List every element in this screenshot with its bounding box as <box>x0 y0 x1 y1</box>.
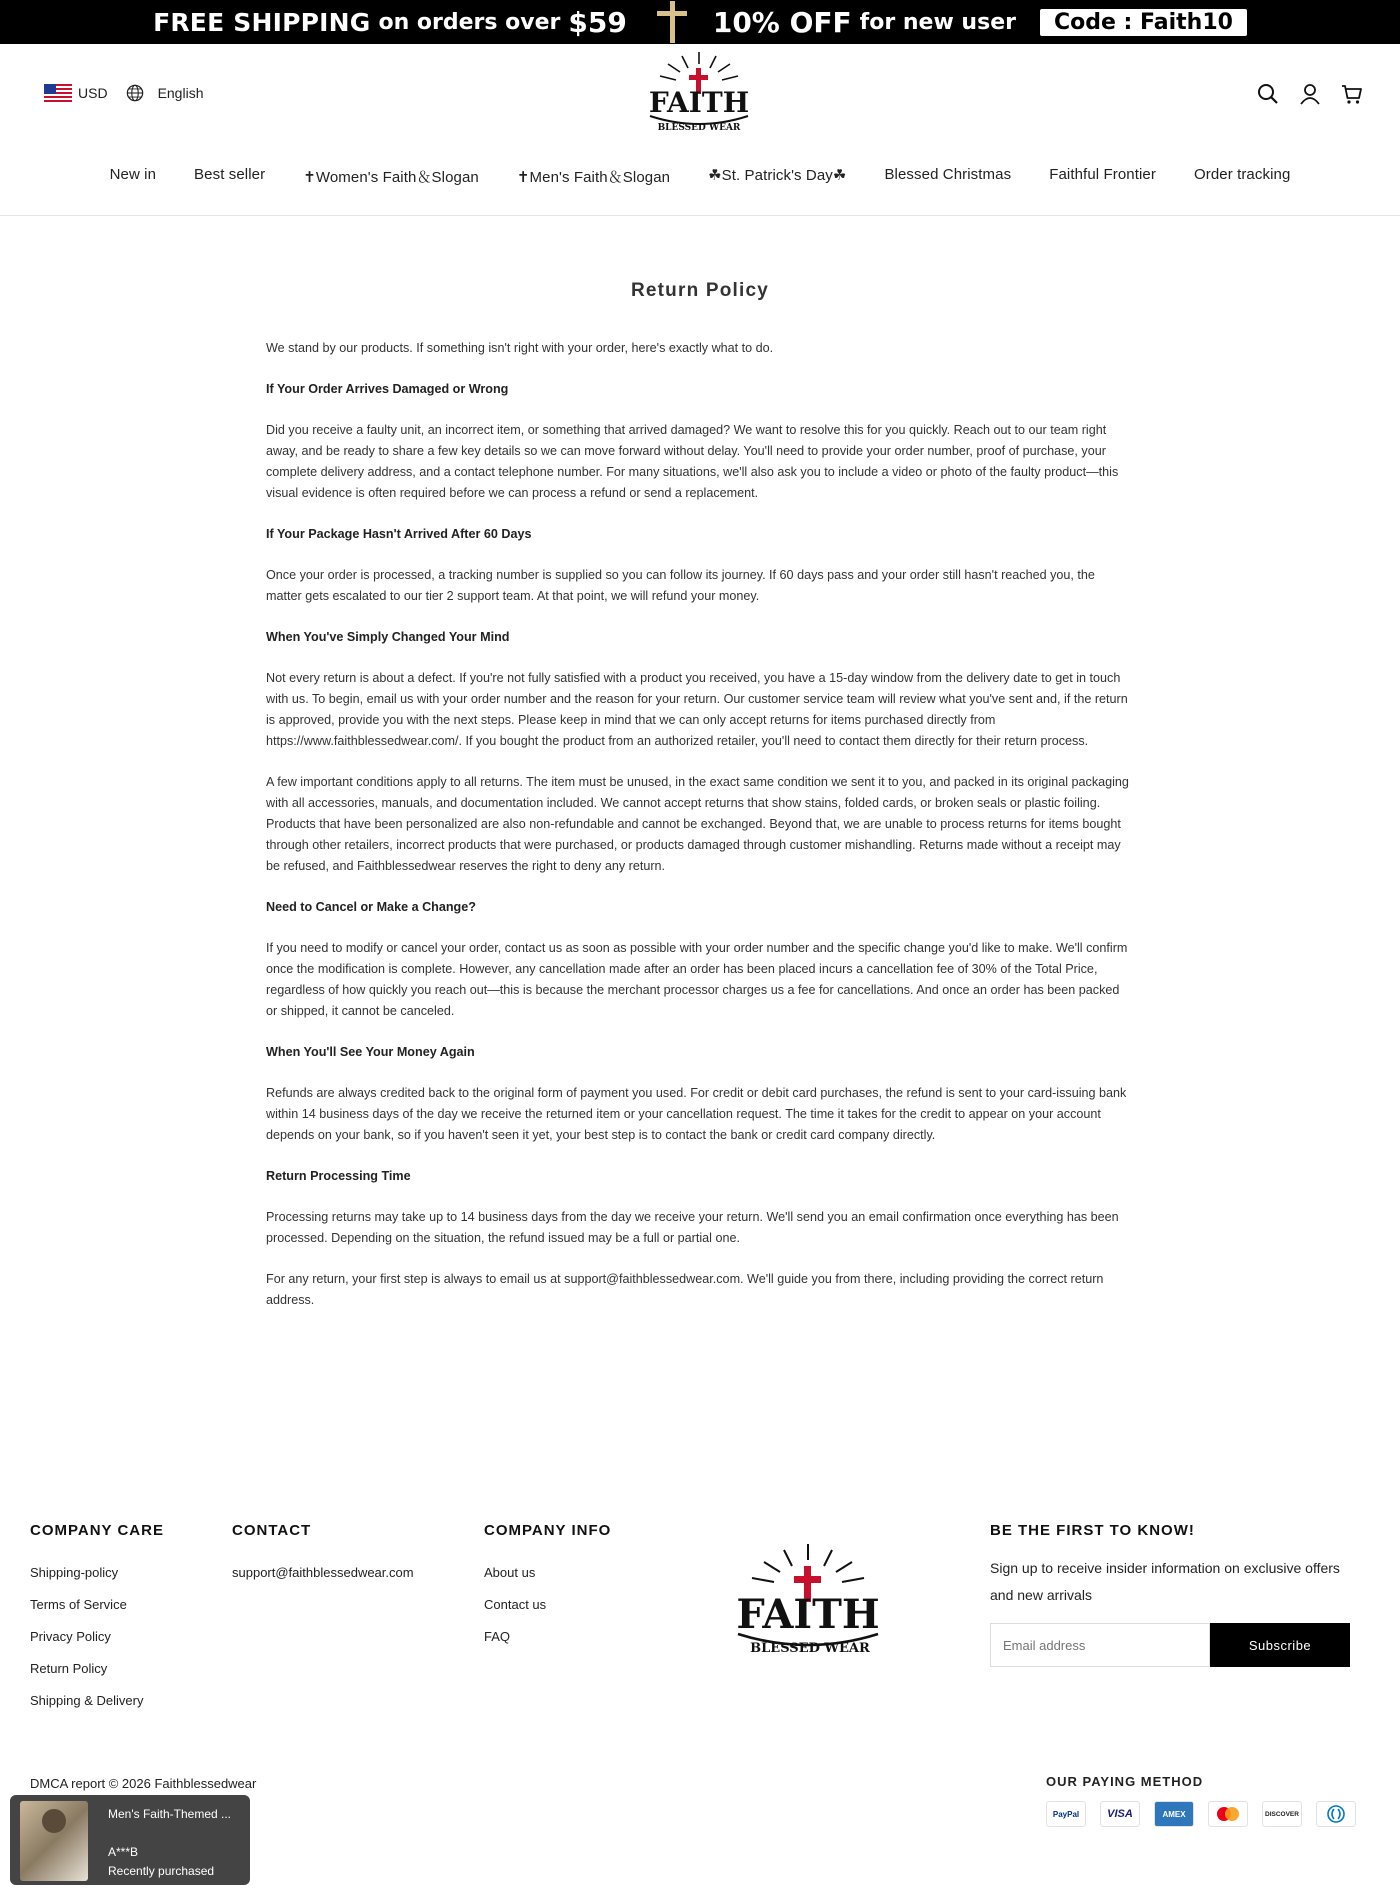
footer-heading: CONTACT <box>232 1522 312 1539</box>
section-paragraph: Once your order is processed, a tracking number is supplied so you can follow its journey. If 60 days pass and your order still hasn't reached you, the matter gets escalated to our tier 2 support team. At that point, we will refund your money. <box>266 568 1095 603</box>
section-paragraph: A few important conditions apply to all returns. The item must be unused, in the exact same condition we sent it to you, and packed in its original packaging with all accessories, manuals, and documentation included. We cannot accept returns that show stains, folded cards, or broken seals or plastic foiling. Products that have been personalized are also non-refundable and cannot be exchanged. Beyond that, we are unable to process returns for items bought through other retailers, incorrect products that were purchased, or products damaged through customer mishandling. Returns made without a receipt may be refused, and Faithblessedwear reserves the right to deny any return. <box>266 775 1129 873</box>
popup-product-name: Men's Faith-Themed ... <box>108 1807 231 1821</box>
search-icon[interactable] <box>1256 82 1280 106</box>
header-icons <box>1256 82 1364 106</box>
promo-discount: 10% OFF <box>712 5 852 39</box>
recent-purchase-popup[interactable] <box>10 1795 250 1885</box>
intro-paragraph: We stand by our products. If something isn't right with your order, here's exactly what to do. <box>266 341 774 355</box>
payment-title: OUR PAYING METHOD <box>1046 1774 1204 1789</box>
cart-icon[interactable] <box>1340 82 1364 106</box>
discover-icon: DISCOVER <box>1262 1801 1302 1827</box>
section-heading: When You'll See Your Money Again <box>266 1045 475 1059</box>
section-heading: If Your Package Hasn't Arrived After 60 Days <box>266 527 532 541</box>
newsletter-text: Sign up to receive insider information on exclusive offers and new arrivals <box>990 1560 1340 1603</box>
promo-new-user: for new user <box>859 9 1016 35</box>
mastercard-icon <box>1208 1801 1248 1827</box>
nav-best-seller[interactable]: Best seller <box>194 166 266 183</box>
promo-on-orders: on orders over <box>378 9 561 35</box>
logo-subtext: BLESSED WEAR <box>657 123 741 133</box>
section-paragraph: Did you receive a faulty unit, an incorrect item, or something that arrived damaged? We want to resolve this for you quickly. Reach out to our team right away, and be ready to share a few key details so we can move forward without delay. You'll need to provide your order number, proof of purchase, your complete delivery address, and a contact telephone number. For many situations, we'll also ask you to include a video or photo of the faulty product—this visual evidence is often required before we can process a refund or send a replacement. <box>266 423 1119 500</box>
section-heading: When You've Simply Changed Your Mind <box>266 630 510 644</box>
footer-heading: COMPANY INFO <box>484 1522 612 1539</box>
amex-icon: AMEX <box>1154 1801 1194 1827</box>
language-selector[interactable]: English <box>157 85 204 101</box>
section-paragraph: Processing returns may take up to 14 business days from the day we receive your return. We'll send you an email confirmation once everything has been processed. Depending on the situation, the refund issued may be a full or partial one. <box>266 1210 1119 1245</box>
locale-selector[interactable] <box>44 84 203 102</box>
cross-icon <box>657 1 687 43</box>
site-header <box>0 44 1400 216</box>
section-paragraph: For any return, your first step is always to email us at support@faithblessedwear.com. We'll guide you from there, including providing the correct return address. <box>266 1272 1104 1307</box>
popup-user: A***B <box>108 1845 139 1859</box>
footer-logo-text: FAITH <box>736 1591 880 1638</box>
diners-club-icon <box>1316 1801 1356 1827</box>
visa-icon: VISA <box>1100 1801 1140 1827</box>
footer-link-terms[interactable]: Terms of Service <box>30 1597 127 1612</box>
section-paragraph: If you need to modify or cancel your order, contact us as soon as possible with your order number and the specific change you'd like to make. We'll confirm once the modification is complete. However, any cancellation made after an order has been placed incurs a cancellation fee of 30% of the Total Price, regardless of how quickly you reach out—this is because the merchant processor charges us a fee for cancellations. And once an order has been packed or shipped, it cannot be canceled. <box>266 941 1128 1018</box>
payment-methods <box>1046 1774 1356 1827</box>
nav-womens-faith[interactable]: ✝Women's Faith＆Slogan <box>303 169 479 186</box>
globe-icon <box>126 84 144 102</box>
footer-link-contact[interactable]: Contact us <box>484 1597 547 1612</box>
footer-link-shipping-policy[interactable]: Shipping-policy <box>30 1565 119 1580</box>
footer-logo-subtext: BLESSED WEAR <box>750 1641 870 1656</box>
popup-status: Recently purchased <box>108 1864 215 1878</box>
subscribe-button[interactable]: Subscribe <box>1210 1623 1350 1667</box>
payment-cards <box>1046 1801 1356 1827</box>
copyright-text: DMCA report © 2026 Faithblessedwear <box>30 1776 257 1791</box>
newsletter-signup <box>990 1522 1350 1667</box>
product-thumbnail <box>20 1801 88 1881</box>
email-input[interactable] <box>990 1623 1210 1667</box>
promo-amount: $59 <box>568 5 627 39</box>
section-heading: Need to Cancel or Make a Change? <box>266 900 476 914</box>
nav-mens-faith[interactable]: ✝Men's Faith＆Slogan <box>516 169 671 186</box>
footer-link-return-policy[interactable]: Return Policy <box>30 1661 108 1676</box>
nav-order-tracking[interactable]: Order tracking <box>1193 166 1291 183</box>
footer-link-faq[interactable]: FAQ <box>484 1629 511 1644</box>
logo-text: FAITH <box>648 86 750 119</box>
promo-banner[interactable] <box>0 0 1400 44</box>
policy-content <box>266 280 1134 1331</box>
page-title: Return Policy <box>630 280 770 301</box>
us-flag-icon <box>44 84 72 102</box>
footer-faith-logo <box>718 1540 898 1666</box>
main-nav <box>0 166 1400 187</box>
promo-free-shipping: FREE SHIPPING <box>153 7 371 37</box>
footer-link-about[interactable]: About us <box>484 1565 536 1580</box>
section-paragraph: Refunds are always credited back to the original form of payment you used. For credit or debit card purchases, the refund is sent to your card-issuing bank within 14 business days of the day we receive the returned item or your cancellation request. The time it takes for the credit to appear on your account depends on your bank, so if you haven't seen it yet, your best step is to contact the bank or credit card company directly. <box>266 1086 1127 1142</box>
account-icon[interactable] <box>1298 82 1322 106</box>
nav-new-in[interactable]: New in <box>109 166 157 183</box>
footer-link-privacy[interactable]: Privacy Policy <box>30 1629 111 1644</box>
footer-heading: COMPANY CARE <box>30 1522 164 1539</box>
footer-link-shipping-delivery[interactable]: Shipping & Delivery <box>30 1693 144 1708</box>
section-paragraph: Not every return is about a defect. If you're not fully satisfied with a product you received, you have a 15-day window from the delivery date to get in touch with us. To begin, email us with your order number and the reason for your return. Our customer service team will review what you've sent and, if the return is approved, provide you with the next steps. Please keep in mind that we can only accept returns for items purchased directly from https://www.faithblessedwear.com/. If you bought the product from an authorized retailer, you'll need to contact them directly for their return process. <box>266 671 1128 748</box>
newsletter-title: BE THE FIRST TO KNOW! <box>990 1522 1195 1539</box>
nav-faithful-frontier[interactable]: Faithful Frontier <box>1049 166 1156 183</box>
nav-blessed-christmas[interactable]: Blessed Christmas <box>884 166 1012 183</box>
footer-contact <box>232 1522 414 1597</box>
section-heading: Return Processing Time <box>266 1169 411 1183</box>
faith-logo[interactable] <box>636 50 762 140</box>
footer-contact-email[interactable]: support@faithblessedwear.com <box>232 1565 414 1580</box>
section-heading: If Your Order Arrives Damaged or Wrong <box>266 382 509 396</box>
promo-code: Code : Faith10 <box>1040 9 1247 36</box>
paypal-icon: PayPal <box>1046 1801 1086 1827</box>
nav-st-patricks[interactable]: ☘St. Patrick's Day☘ <box>708 167 847 184</box>
newsletter-form <box>990 1623 1350 1667</box>
footer-company-info <box>484 1522 611 1661</box>
footer-company-care <box>30 1522 164 1725</box>
currency-selector[interactable]: USD <box>78 85 108 101</box>
